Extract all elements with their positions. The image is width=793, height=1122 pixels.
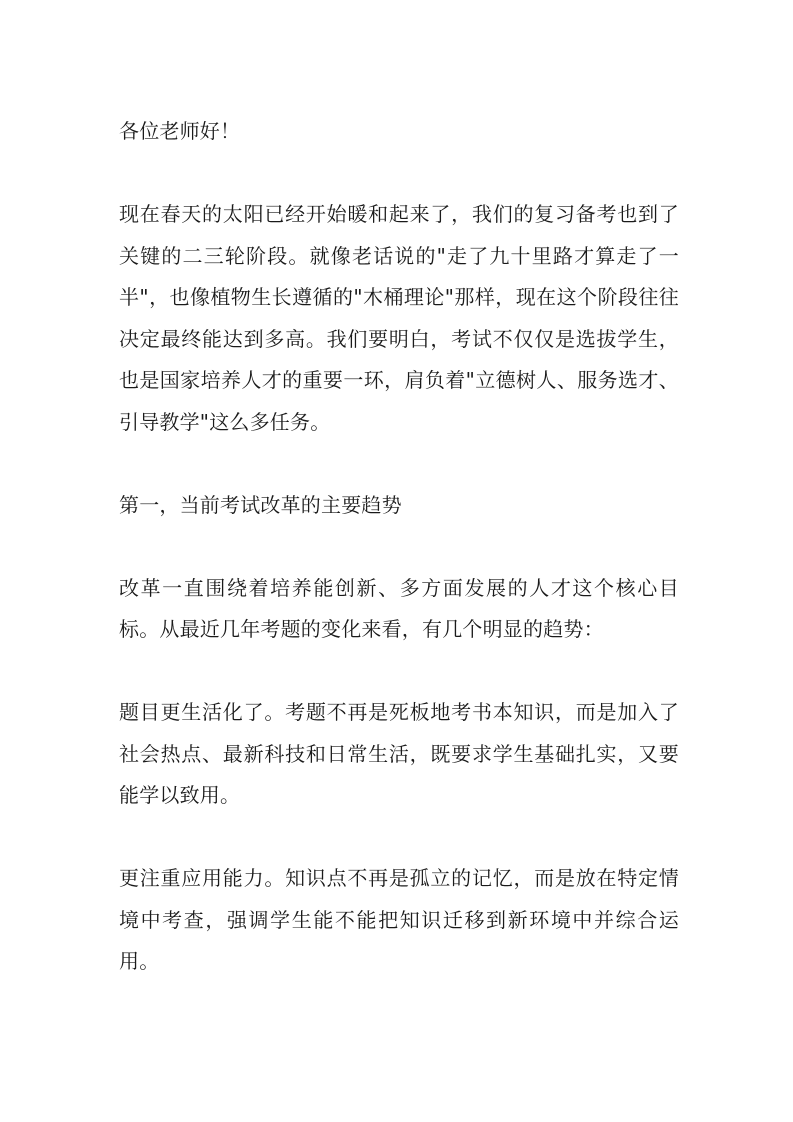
intro-paragraph: 现在春天的太阳已经开始暖和起来了，我们的复习备考也到了关键的二三轮阶段。就像老话说的"走了九十里路才算走了一半"，也像植物生长遵循的"木桶理论"那样，现在这个阶段往往决定最终能达到多高。我们要明白，考试不仅仅是选拔学生，也是国家培养人才的重要一环，肩负着"立德树人、服务选才、引导教学"这么多任务。 (119, 202, 679, 434)
body-paragraph: 更注重应用能力。知识点不再是孤立的记忆，而是放在特定情境中考查，强调学生能不能把知识迁移到新环境中并综合运用。 (119, 866, 679, 973)
body-paragraph: 改革一直围绕着培养能创新、多方面发展的人才这个核心目标。从最近几年考题的变化来看，有几个明显的趋势： (119, 575, 679, 641)
document-page (119, 111, 679, 1024)
section-heading: 第一，当前考试改革的主要趋势 (119, 492, 402, 517)
greeting: 各位老师好！ (119, 119, 241, 143)
body-paragraph: 题目更生活化了。考题不再是死板地考书本知识，而是加入了社会热点、最新科技和日常生活，既要求学生基础扎实，又要能学以致用。 (119, 700, 679, 807)
